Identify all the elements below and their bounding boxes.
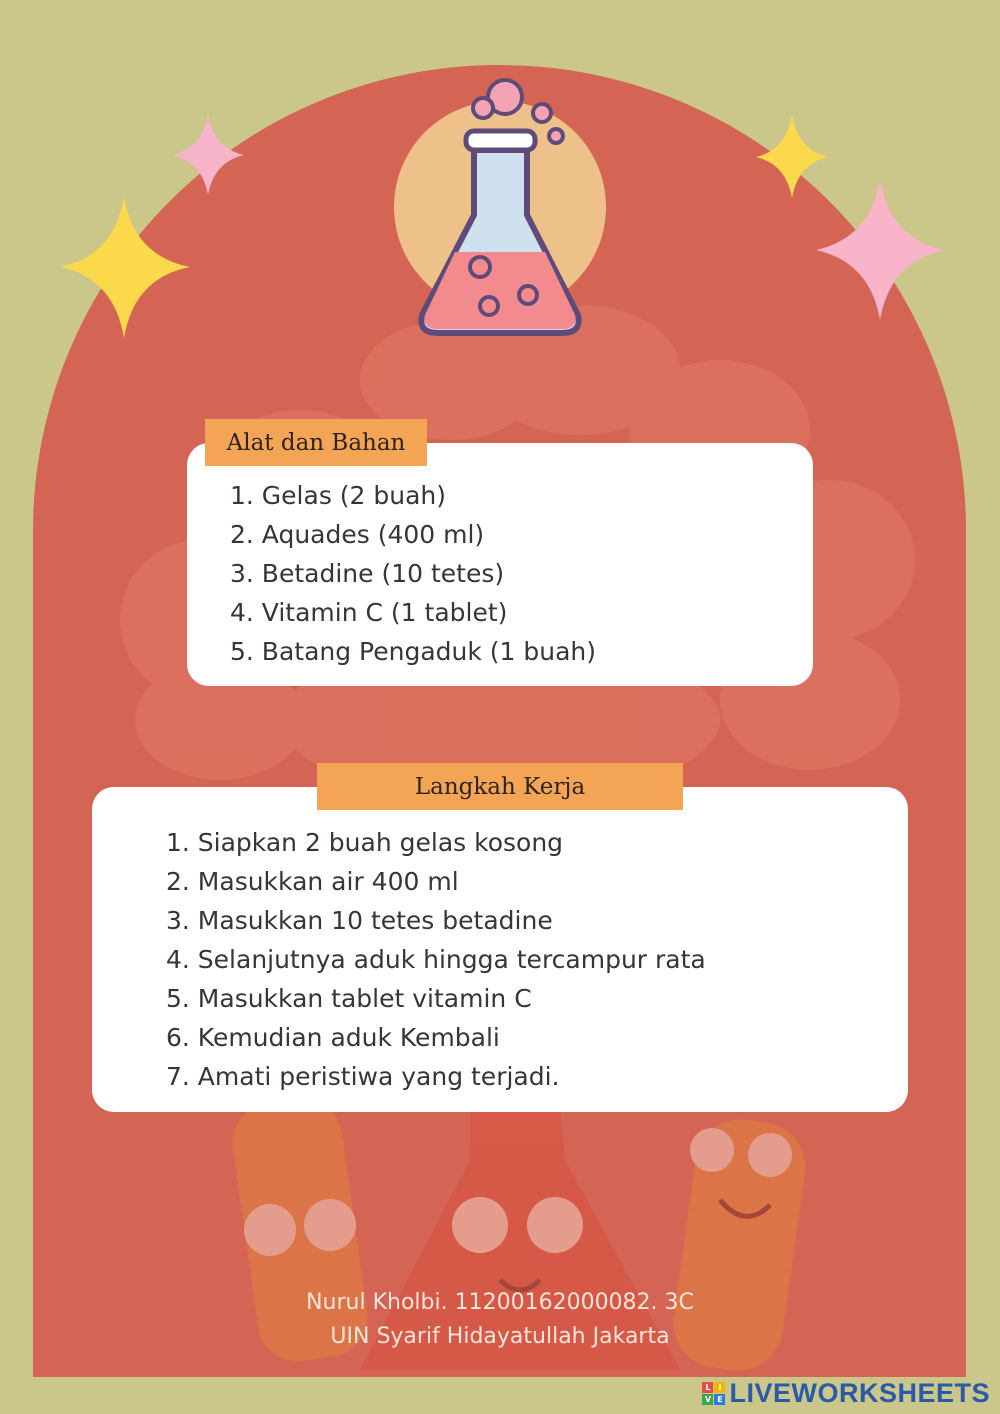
list-item: 2. Aquades (400 ml) bbox=[230, 520, 485, 549]
steps-list bbox=[166, 823, 706, 1096]
list-item: 7. Amati peristiwa yang terjadi. bbox=[166, 1062, 560, 1091]
steps-title: Langkah Kerja bbox=[317, 763, 683, 810]
sparkle-icon bbox=[172, 115, 244, 195]
list-item: 4. Vitamin C (1 tablet) bbox=[230, 598, 508, 627]
list-item: 1. Siapkan 2 buah gelas kosong bbox=[166, 828, 564, 857]
materials-list bbox=[230, 476, 596, 671]
list-item: 3. Masukkan 10 tetes betadine bbox=[166, 906, 553, 935]
list-item: 5. Batang Pengaduk (1 buah) bbox=[230, 637, 597, 666]
sparkle-icon bbox=[816, 180, 944, 320]
list-item: 3. Betadine (10 tetes) bbox=[230, 559, 505, 588]
list-item: 2. Masukkan air 400 ml bbox=[166, 867, 459, 896]
footer-author: Nurul Kholbi. 11200162000082. 3C bbox=[306, 1290, 694, 1315]
sparkle-icon bbox=[756, 115, 828, 198]
brand-text: LIVEWORKSHEETS bbox=[729, 1378, 990, 1408]
brand-logo[interactable] bbox=[702, 1378, 990, 1409]
materials-title: Alat dan Bahan bbox=[205, 419, 427, 466]
sparkle-icon bbox=[60, 197, 190, 338]
list-item: 5. Masukkan tablet vitamin C bbox=[166, 984, 532, 1013]
list-item: 1. Gelas (2 buah) bbox=[230, 481, 447, 510]
list-item: 4. Selanjutnya aduk hingga tercampur rata bbox=[166, 945, 706, 974]
footer-institution: UIN Syarif Hidayatullah Jakarta bbox=[330, 1324, 670, 1349]
brand-badge-icon: L I V E bbox=[702, 1382, 725, 1405]
list-item: 6. Kemudian aduk Kembali bbox=[166, 1023, 500, 1052]
